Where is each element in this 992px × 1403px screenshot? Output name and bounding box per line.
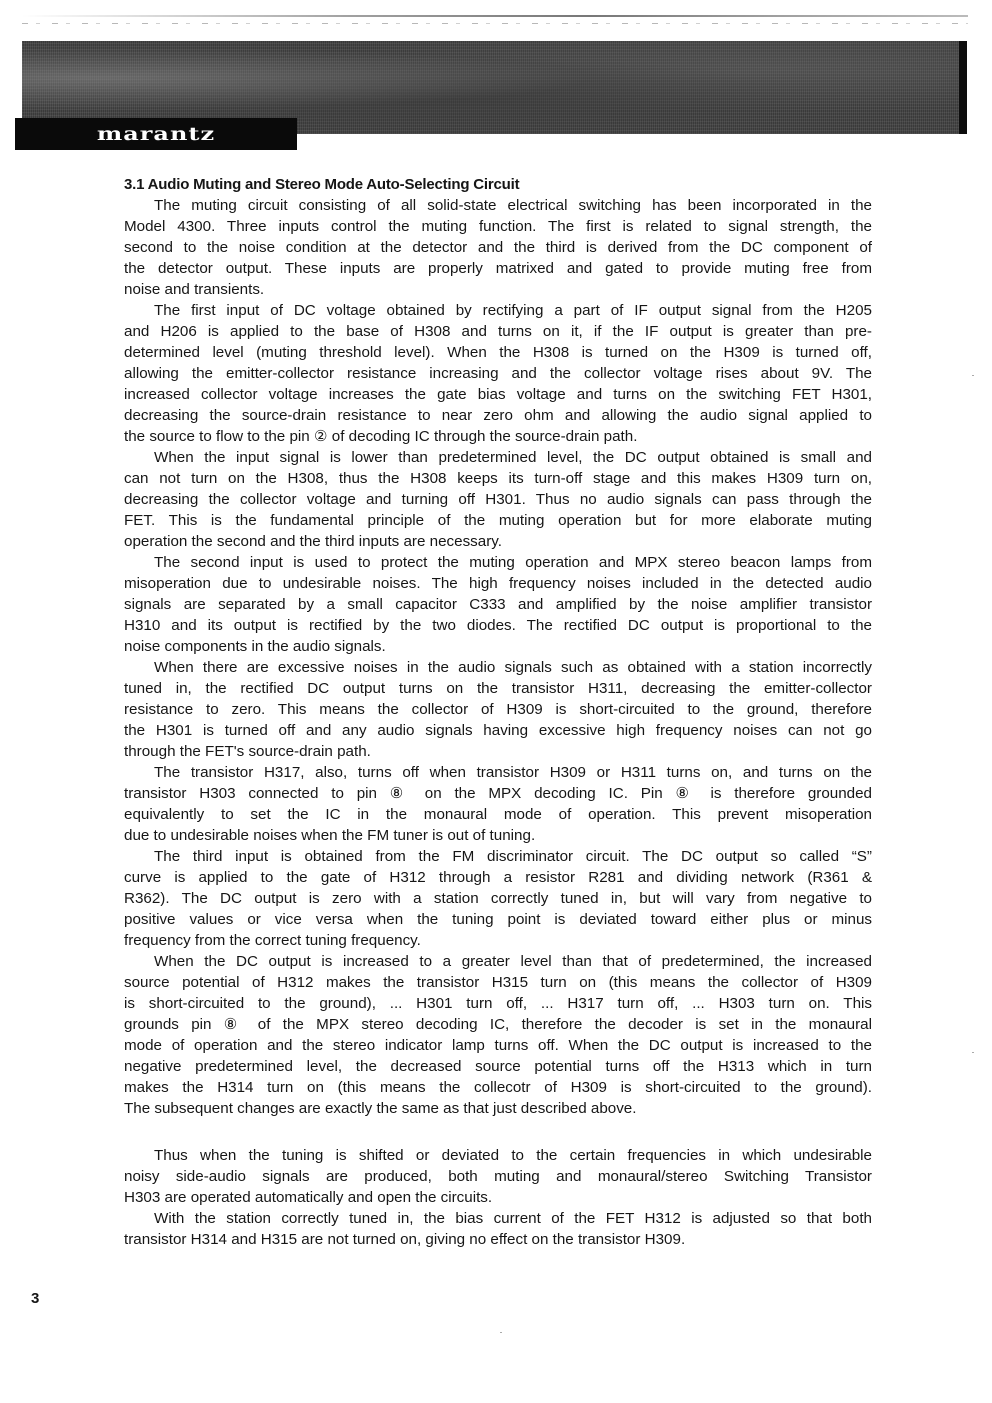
paragraph-correct-tuning	[124, 1208, 872, 1250]
scan-artifact-dots	[22, 23, 968, 24]
scan-speck	[500, 1332, 502, 1333]
paragraph-line: FET. This is the fundamental principle of the muting operation but for more elaborate muting	[124, 512, 872, 529]
scan-artifact-line	[22, 15, 968, 17]
paragraph-line: decreasing the collector voltage and turning off H301. Thus no audio signals can pass through the	[124, 491, 872, 508]
scan-speck	[972, 375, 974, 376]
paragraph-line: The transistor H317, also, turns off when transistor H309 or H311 turns on, and turns on the	[154, 764, 872, 781]
paragraph-line: negative predetermined level, the decreased source potential turns off the H313 which in turn	[124, 1058, 872, 1075]
paragraph-line: noise components in the audio signals.	[124, 638, 386, 655]
paragraph-excessive-noise	[124, 657, 872, 762]
paragraph-line: The second input is used to protect the muting operation and MPX stereo beacon lamps from	[154, 554, 872, 571]
paragraph-line: When the input signal is lower than predetermined level, the DC output obtained is small and	[154, 449, 872, 466]
paragraph-line: curve is applied to the gate of H312 through a resistor R281 and dividing network (R361 &	[124, 869, 872, 886]
paragraph-line: noise and transients.	[124, 281, 265, 298]
section-heading: 3.1 Audio Muting and Stereo Mode Auto-Selecting Circuit	[124, 176, 520, 193]
brand-logo	[15, 118, 297, 150]
paragraph-line: H303 are operated automatically and open the circuits.	[124, 1189, 493, 1206]
paragraph-first-input	[124, 300, 872, 447]
paragraph-line: determined level (muting threshold level). When the H308 is turned on the H309 is turned off,	[124, 344, 872, 361]
paragraph-line: With the station correctly tuned in, the bias current of the FET H312 is adjusted so that both	[154, 1210, 872, 1227]
paragraph-line: frequency from the correct tuning frequency.	[124, 932, 421, 949]
paragraph-line: When there are excessive noises in the audio signals such as obtained with a station incorrectly	[154, 659, 872, 676]
paragraph-line: The muting circuit consisting of all solid-state electrical switching has been incorporated in the	[154, 197, 872, 214]
document-body	[124, 174, 872, 1250]
page-number: 3	[31, 1290, 40, 1307]
paragraph-line: source potential of H312 makes the transistor H315 turn on (this means the collector of H309	[124, 974, 872, 991]
paragraph-line: H310 and its output is rectified by the two diodes. The rectified DC output is proportional to the	[124, 617, 872, 634]
paragraph-line: noisy side-audio signals are produced, both muting and monaural/stereo Switching Transistor	[124, 1168, 872, 1185]
paragraph-line: signals are separated by a small capacitor C333 and amplified by the noise amplifier transistor	[124, 596, 872, 613]
paragraph-line: The third input is obtained from the FM discriminator circuit. The DC output so called “S”	[154, 848, 872, 865]
paragraph-line: and H206 is applied to the base of H308 and turns on it, if the IF output is greater than pre-	[124, 323, 872, 340]
scan-speck	[972, 1052, 974, 1053]
brand-logo-text: marantz	[96, 123, 216, 145]
paragraph-line: transistor H314 and H315 are not turned on, giving no effect on the transistor H309.	[124, 1231, 686, 1248]
paragraph-h317	[124, 762, 872, 846]
paragraph-line: The first input of DC voltage obtained by rectifying a part of IF output signal from the H205	[154, 302, 872, 319]
paragraph-line: the source to flow to the pin ② of decoding IC through the source-drain path.	[124, 428, 638, 445]
paragraph-intro	[124, 195, 872, 300]
paragraph-line: the detector output. These inputs are properly matrixed and gated to provide muting free from	[124, 260, 872, 277]
paragraph-second-input	[124, 552, 872, 657]
paragraph-spacer	[124, 1119, 872, 1140]
paragraph-line: makes the H314 turn on (this means the collecotr of H309 is short-circuited to the ground).	[124, 1079, 872, 1096]
paragraph-line: increased collector voltage increases the gate bias voltage and turns on the switching FET H301,	[124, 386, 872, 403]
paragraph-line: the H301 is turned off and any audio signals having excessive high frequency noises can not go	[124, 722, 872, 739]
paragraph-line: misoperation due to undesirable noises. The high frequency noises included in the detected audio	[124, 575, 872, 592]
paragraph-summary	[124, 1145, 872, 1208]
paragraph-line: equivalently to set the IC in the monaural mode of operation. This prevent misoperation	[124, 806, 872, 823]
paragraph-low-signal	[124, 447, 872, 552]
paragraph-line: Thus when the tuning is shifted or deviated to the certain frequencies in which undesirable	[154, 1147, 872, 1164]
paragraph-line: mode of operation and the stereo indicator lamp turns off. When the DC output is increased to the	[124, 1037, 872, 1054]
paragraph-line: When the DC output is increased to a greater level than that of predetermined, the increased	[154, 953, 872, 970]
paragraph-line: resistance to zero. This means the collector of H309 is short-circuited to the ground, therefore	[124, 701, 872, 718]
paragraph-third-input	[124, 846, 872, 951]
paragraph-line: operation the second and the third inputs are necessary.	[124, 533, 502, 550]
paragraph-line: through the FET's source-drain path.	[124, 743, 371, 760]
paragraph-line: R362). The DC output is zero with a station correctly tuned in, but will vary from negative to	[124, 890, 872, 907]
paragraph-line: allowing the emitter-collector resistance increasing and the collector voltage rises about 9V. The	[124, 365, 872, 382]
paragraph-line: second to the noise condition at the detector and the third is derived from the DC component of	[124, 239, 872, 256]
paragraph-line: decreasing the source-drain resistance to near zero ohm and allowing the audio signal applied to	[124, 407, 872, 424]
paragraph-line: transistor H303 connected to pin ⑧ on the MPX decoding IC. Pin ⑧ is therefore grounded	[124, 785, 872, 802]
paragraph-line: tuned in, the rectified DC output turns on the transistor H311, decreasing the emitter-collector	[124, 680, 872, 697]
paragraph-line: grounds pin ⑧ of the MPX stereo decoding IC, therefore the decoder is set in the monaural	[124, 1016, 872, 1033]
paragraph-line: due to undesirable noises when the FM tuner is out of tuning.	[124, 827, 536, 844]
paragraph-dc-output	[124, 951, 872, 1119]
paragraph-line: can not turn on the H308, thus the H308 keeps its turn-off stage and this makes H309 turn on,	[124, 470, 872, 487]
paragraph-line: positive values or vice versa when the tuning point is deviated toward either plus or minus	[124, 911, 872, 928]
paragraph-line: The subsequent changes are exactly the same as that just described above.	[124, 1100, 637, 1117]
paragraph-line: is short-circuited to the ground), ... H301 turn off, ... H317 turn off, ... H303 turn on. This	[124, 995, 872, 1012]
paragraph-line: Model 4300. Three inputs control the muting function. The first is related to signal strength, the	[124, 218, 872, 235]
